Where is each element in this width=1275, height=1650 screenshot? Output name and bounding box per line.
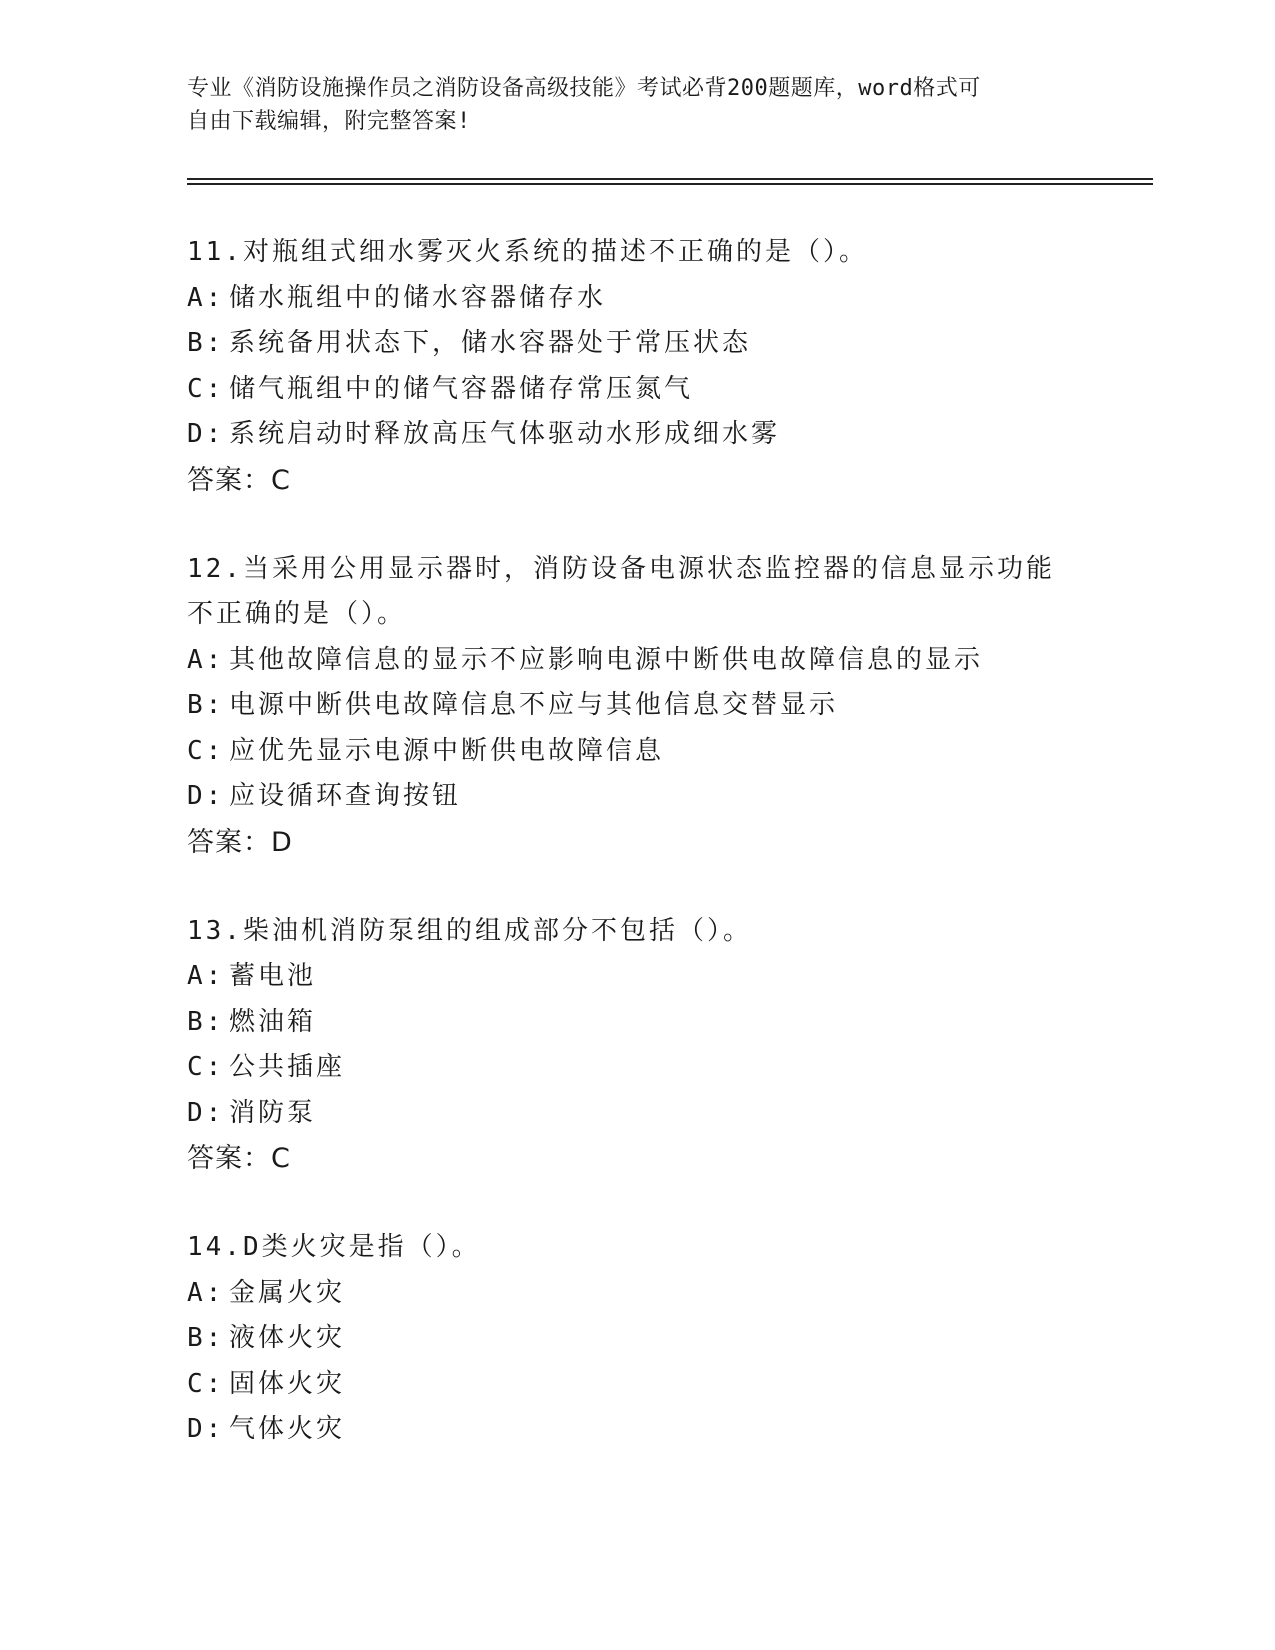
option-letter: B: (187, 328, 225, 358)
option-text: 储气瓶组中的储气容器储存常压氮气 (229, 373, 694, 404)
option-b (187, 1316, 1087, 1362)
option-letter: B: (187, 690, 225, 720)
option-letter: D: (187, 781, 225, 811)
option-letter: D: (187, 1097, 225, 1128)
option-a (187, 638, 1087, 684)
header-divider-top (187, 178, 1153, 180)
question-14 (187, 1225, 1087, 1453)
option-d (187, 774, 1087, 820)
option-text: 燃油箱 (229, 1006, 317, 1037)
option-letter: C: (187, 373, 225, 404)
option-b (187, 321, 1087, 367)
option-b (187, 683, 1087, 729)
option-text: 应优先显示电源中断供电故障信息 (229, 735, 665, 766)
option-letter: A: (187, 1277, 225, 1308)
option-c (187, 1362, 1087, 1408)
option-text: 蓄电池 (229, 961, 317, 991)
option-letter: A: (187, 961, 225, 991)
option-letter: C: (187, 1052, 225, 1082)
option-letter: D: (187, 1414, 225, 1444)
header-divider-bottom (187, 183, 1153, 185)
option-text: 金属火灾 (229, 1277, 346, 1308)
option-c (187, 1045, 1087, 1091)
option-text: 气体火灾 (229, 1414, 346, 1444)
header-line-2: 自由下载编辑，附完整答案! (187, 109, 471, 134)
question-stem: 11.对瓶组式细水雾灭火系统的描述不正确的是（）。 (187, 237, 868, 267)
option-text: 储水瓶组中的储水容器储存水 (229, 282, 607, 313)
header-line-1: 专业《消防设施操作员之消防设备高级技能》考试必背200题题库，word格式可 (187, 76, 981, 101)
option-c (187, 729, 1087, 775)
option-text: 系统启动时释放高压气体驱动水形成细水雾 (229, 419, 781, 449)
document-header (187, 72, 1087, 138)
option-b (187, 1000, 1087, 1046)
answer-line: 答案：D (187, 826, 293, 858)
option-d (187, 1407, 1087, 1453)
option-letter: C: (187, 735, 225, 766)
option-letter: B: (187, 1006, 225, 1037)
question-list (187, 230, 1087, 1496)
option-text: 固体火灾 (229, 1368, 346, 1399)
option-text: 液体火灾 (229, 1323, 346, 1353)
option-text: 其他故障信息的显示不应影响电源中断供电故障信息的显示 (229, 644, 984, 675)
question-11 (187, 230, 1087, 504)
option-letter: A: (187, 282, 225, 313)
option-text: 系统备用状态下，储水容器处于常压状态 (229, 328, 752, 358)
question-stem: 13.柴油机消防泵组的组成部分不包括（）。 (187, 915, 752, 946)
option-d (187, 412, 1087, 458)
option-d (187, 1091, 1087, 1137)
option-text: 公共插座 (229, 1052, 346, 1082)
option-a (187, 276, 1087, 322)
question-13 (187, 909, 1087, 1183)
option-text: 消防泵 (229, 1097, 317, 1128)
option-a (187, 1271, 1087, 1317)
option-text: 应设循环查询按钮 (229, 781, 462, 811)
answer-line: 答案：C (187, 1143, 291, 1174)
question-stem: 12.当采用公用显示器时，消防设备电源状态监控器的信息显示功能不正确的是（）。 (187, 553, 1055, 629)
option-letter: D: (187, 419, 225, 449)
option-a (187, 954, 1087, 1000)
answer-line: 答案：C (187, 464, 291, 496)
option-letter: B: (187, 1323, 225, 1353)
option-text: 电源中断供电故障信息不应与其他信息交替显示 (229, 690, 839, 720)
option-c (187, 367, 1087, 413)
question-12 (187, 547, 1087, 866)
option-letter: A: (187, 644, 225, 675)
option-letter: C: (187, 1368, 225, 1399)
question-stem: 14.D类火灾是指（）。 (187, 1232, 481, 1262)
